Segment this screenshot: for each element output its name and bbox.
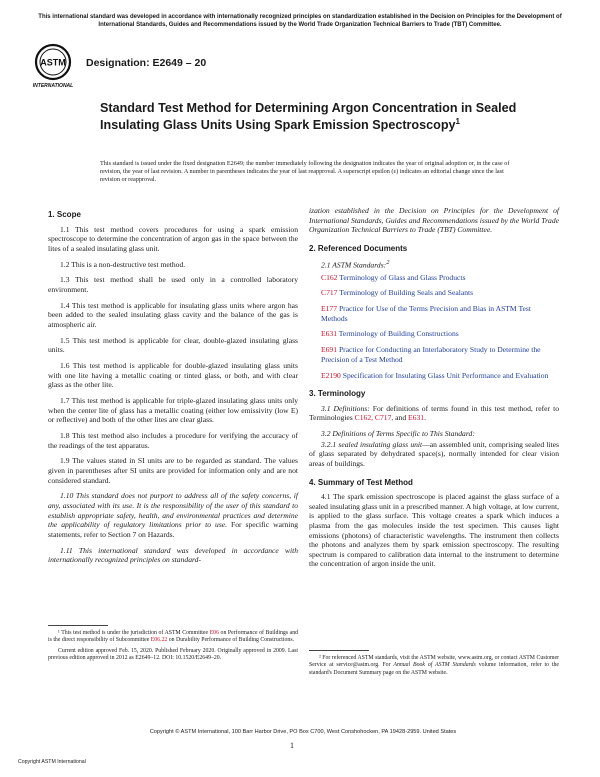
para-1-4: 1.4 This test method is applicable for insulating glass units where argon has been added to the sealed insulating glass cavity and the balance of the gas is atmospheric air. [48, 300, 298, 329]
para-3-2-1 [309, 440, 559, 469]
para-3-1-end: . [424, 413, 426, 423]
reference-code[interactable]: E2190 [321, 370, 341, 380]
footnote-2-a: ² For referenced ASTM standards, visit the ASTM website, www.astm.org, or contact ASTM Customer Service at service@astm.org. For [309, 655, 559, 669]
para-1-6: 1.6 This test method is applicable for double-glazed insulating glass units with one lite having a metallic coating or tinted glass, or both, and with clear glass as the other lite. [48, 361, 298, 390]
reference-title[interactable]: Terminology of Glass and Glass Products [339, 272, 466, 282]
footnote-1-a: ¹ This test method is under the jurisdiction of ASTM Committee [58, 630, 210, 636]
referenced-intro-text: 2.1 ASTM Standards: [321, 260, 387, 270]
referenced-intro-sup: 2 [386, 259, 390, 267]
reference-item[interactable] [309, 273, 559, 283]
reference-item[interactable] [309, 345, 559, 364]
page-number: 1 [290, 741, 294, 750]
subcommittee-link-e06-22[interactable]: E06.22 [150, 637, 168, 644]
reference-list [309, 273, 559, 381]
para-1-10 [48, 491, 298, 539]
issued-note: This standard is issued under the fixed designation E2649; the number immediately following the designation indicates the year of original adoption or, in the case of revision, the year of last revision. A number in parentheses indicates the year of last reapproval. A superscript epsilon (ε) indicates an editorial change since the last revision or reapproval. [100, 160, 510, 184]
reference-code[interactable]: E691 [321, 345, 338, 355]
footnote-1-text [48, 630, 298, 645]
document-title [100, 101, 530, 132]
reference-title[interactable]: Terminology of Building Constructions [338, 329, 459, 339]
reference-item[interactable] [309, 329, 559, 339]
reference-item[interactable] [309, 304, 559, 323]
para-1-10-tail: For specific warning statements, refer to Section 7 on Hazards. [48, 520, 298, 539]
para-1-11-cont: ization established in the Decision on Principles for the Development of International Standards, Guides and Recommendations issued by the World Trade Organization Technical Barriers to Trade (TBT) Committee. [309, 206, 559, 235]
designation: Designation: E2649 – 20 [86, 57, 207, 69]
para-1-2: 1.2 This is a non-destructive test method. [60, 259, 186, 269]
logo-subtext: INTERNATIONAL [32, 83, 74, 89]
ref-link-e631[interactable]: E631 [408, 413, 425, 423]
reference-code[interactable]: C717 [321, 288, 338, 298]
reference-code[interactable]: E177 [321, 304, 338, 314]
footnote-2-italic: Annual Book of ASTM Standards [393, 662, 476, 669]
summary-heading: 4. Summary of Test Method [309, 477, 413, 487]
footnote-1-b: on Performance of Buildings and is the direct responsibility of Subcommittee [48, 630, 298, 644]
terminology-heading: 3. Terminology [309, 389, 366, 399]
footnote-1-c: on Durability Performance of Building Constructions. [167, 637, 295, 644]
footnote-rule-2 [309, 650, 369, 651]
para-3-2-1-label: 3.2.1 sealed insulating glass unit [321, 439, 423, 449]
para-1-9: 1.9 The values stated in SI units are to be regarded as standard. The values given in parentheses after SI units are provided for information only and are not considered standard. [48, 456, 298, 485]
title-footnote-marker: 1 [455, 117, 460, 126]
committee-link-e06[interactable]: E06 [209, 630, 219, 636]
reference-title[interactable]: Terminology of Building Seals and Sealants [339, 288, 474, 298]
para-1-1: 1.1 This test method covers procedures for using a spark emission spectroscope to determine the concentration of argon gas in the space between the lites of a sealed insulating glass unit. [48, 224, 298, 253]
logo-text: ASTM [40, 57, 66, 68]
para-1-5: 1.5 This test method is applicable for clear, double-glazed insulating glass units. [48, 335, 298, 355]
reference-item[interactable] [309, 288, 559, 298]
reference-title[interactable]: Specification for Insulating Glass Unit Performance and Evaluation [342, 370, 549, 380]
right-column [309, 206, 559, 575]
copyright-line: Copyright © ASTM International, 100 Barr Harbor Drive, PO Box C700, West Conshohocken, PA 19428-2959. United States [149, 729, 457, 735]
para-3-1-and: and [393, 413, 409, 423]
para-3-2-1-text: —an assembled unit, comprising sealed lites of glass separated by dehydrated space(s), normally intended for clear vision areas of buildings. [309, 439, 559, 468]
para-1-8: 1.8 This test method also includes a procedure for verifying the accuracy of the readings of the test apparatus. [48, 431, 298, 450]
para-3-1-label: 3.1 Definitions: [321, 403, 370, 413]
footnote-rule [48, 625, 108, 626]
footnote-2 [309, 655, 559, 680]
referenced-intro [309, 258, 559, 270]
para-1-11-start: 1.11 This international standard was developed in accordance with internationally recognized principles on standard- [48, 545, 298, 565]
left-column [48, 210, 298, 571]
referenced-heading: 2. Referenced Documents [309, 243, 408, 253]
para-1-7: 1.7 This test method is applicable for triple-glazed insulating glass units only when the center lite of glass has a metallic coating (either low emissivity (low E) or reflective) and both of the other lites are clear glass. [48, 396, 298, 425]
bottom-copyright: Copyright ASTM International [18, 759, 86, 765]
scope-heading: 1. Scope [48, 210, 81, 219]
para-3-2: 3.2 Definitions of Terms Specific to This Standard: [321, 429, 475, 439]
footnote-1-edition: Current edition approved Feb. 15, 2020. Published February 2020. Originally approved in 2009. Last previous edition approved in 2012 as E2649–12. DOI: 10.1520/E2649–20. [48, 647, 298, 662]
astm-logo [28, 42, 78, 90]
footnote-1 [48, 630, 298, 666]
reference-title[interactable]: Practice for Use of the Terms Precision and Bias in ASTM Test Methods [321, 304, 531, 323]
para-1-10-italic: 1.10 This standard does not purport to address all of the safety concerns, if any, associated with its use. It is the responsibility of the user of this standard to establish appropriate safety, health, and environmental practices and determine the applicability of regulatory limitations prior to use. [48, 491, 298, 530]
reference-title[interactable]: Practice for Conducting an Interlaboratory Study to Determine the Precision of a Test Method [321, 345, 541, 364]
reference-code[interactable]: C162 [321, 272, 338, 282]
ref-link-c162-c717[interactable]: C162, C717, [354, 413, 394, 423]
top-notice: This international standard was developed in accordance with internationally recognized principles on standardization established in the Decision on Principles for the Development of International Standards, Guides and Recommendations issued by the World Trade Organization Technical Barriers to Trade (TBT) Committee. [38, 14, 562, 28]
reference-code[interactable]: E631 [321, 329, 338, 339]
para-3-1 [309, 404, 559, 423]
reference-item[interactable] [309, 371, 559, 381]
para-1-3: 1.3 This test method shall be used only in a controlled laboratory environment. [48, 275, 298, 294]
footnote-2-c: volume information, refer to the standard's Document Summary page on the ASTM website. [309, 662, 560, 676]
title-text: Standard Test Method for Determining Argon Concentration in Sealed Insulating Glass Units Using Spark Emission Spectroscopy [100, 101, 517, 133]
para-3-1-text: For definitions of terms found in this test method, refer to Terminologies [309, 403, 559, 423]
para-4-1: 4.1 The spark emission spectroscope is placed against the glass surface of a sealed insulating glass unit in a prescribed manner. A high voltage, at low current, is applied to the glass surface. This voltage creates a spark which induces a plasma from the gas molecules inside the test specimen. This causes light emissions (photons) of characteristic wavelengths. The instrument then collects the photons and analyzes them by spark emission spectroscopy. The resulting spectrum is compared to calibration data internal to the instrument to determine the concentration of argon inside the unit. [309, 492, 559, 569]
footnote-2-text [309, 655, 559, 677]
